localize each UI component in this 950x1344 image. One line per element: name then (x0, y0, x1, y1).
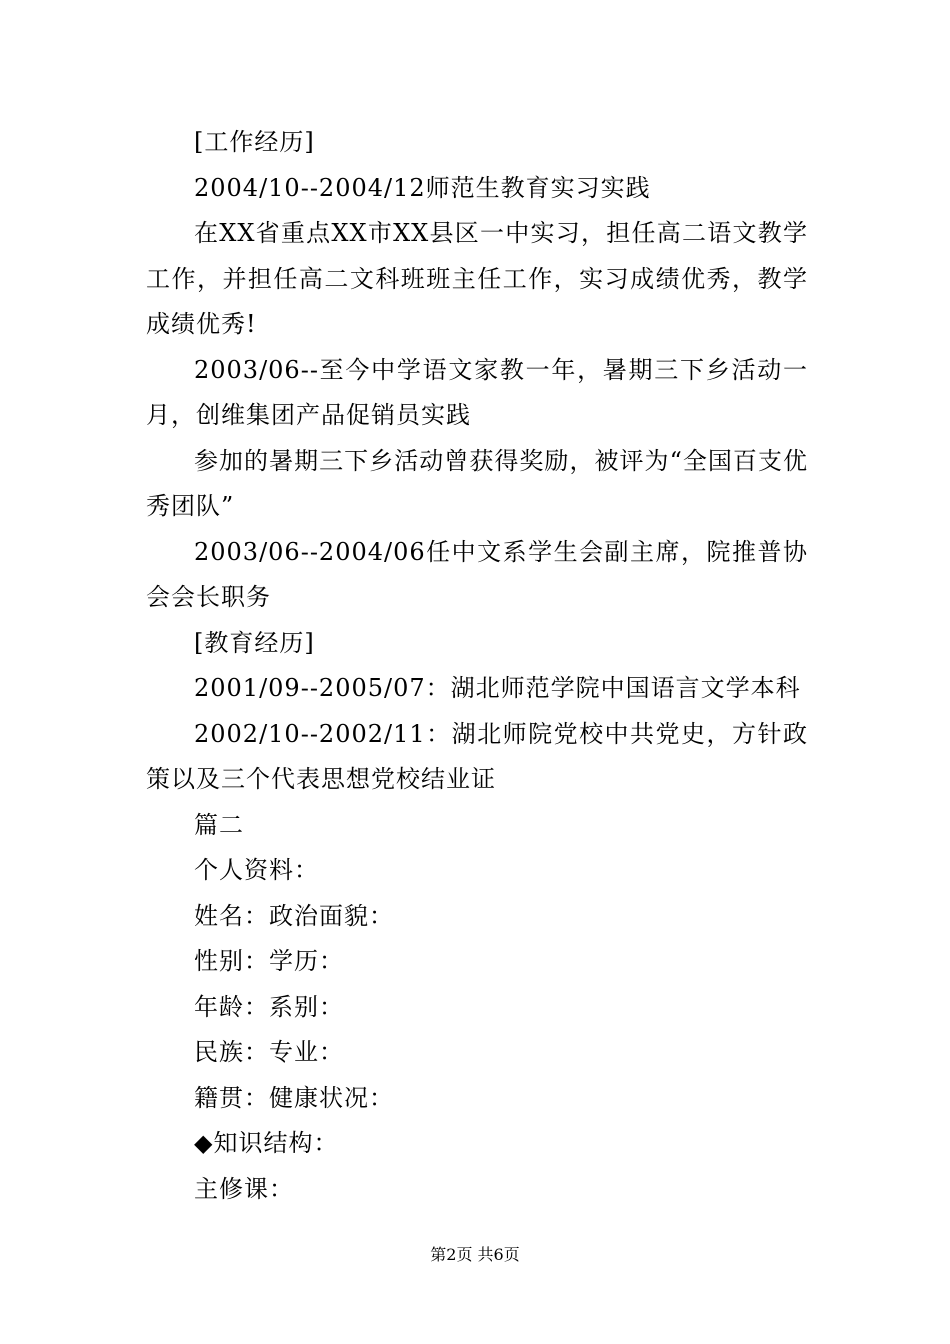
paragraph: 参加的暑期三下乡活动曾获得奖励，被评为“全国百支优秀团队” (146, 446, 808, 520)
paragraph: ◆知识结构： (194, 1129, 339, 1157)
paragraph: 主修课： (194, 1174, 294, 1203)
paragraph: 2003/06--至今中学语文家教一年，暑期三下乡活动一月，创维集团产品促销员实践 (146, 355, 808, 429)
paragraph: 籍贯：健康状况： (194, 1083, 394, 1112)
paragraph: 性别：学历： (194, 947, 344, 975)
paragraph: 在XX省重点XX市XX县区一中实习，担任高二语文教学工作，并担任高二文科班班主任工作，实习成绩优秀，教学成绩优秀! (146, 219, 808, 338)
section-heading-education: [教育经历] (194, 628, 315, 657)
section-heading-part-two: 篇二 (194, 810, 244, 839)
paragraph: 民族：专业： (194, 1038, 344, 1066)
paragraph: 2002/10--2002/11：湖北师院党校中共党史，方针政策以及三个代表思想党校结业证 (146, 719, 808, 793)
paragraph: 2004/10--2004/12师范生教育实习实践 (194, 173, 651, 202)
page-number-footer: 第2页 共6页 (430, 1245, 520, 1264)
paragraph: 2001/09--2005/07：湖北师范学院中国语言文学本科 (194, 674, 801, 702)
paragraph: 年龄：系别： (194, 992, 344, 1021)
paragraph: 姓名：政治面貌： (194, 901, 394, 930)
paragraph: 个人资料： (194, 856, 319, 884)
paragraph: 2003/06--2004/06任中文系学生会副主席，院推普协会会长职务 (146, 537, 808, 611)
document-body (146, 120, 808, 1212)
section-heading-work: [工作经历] (194, 128, 315, 156)
